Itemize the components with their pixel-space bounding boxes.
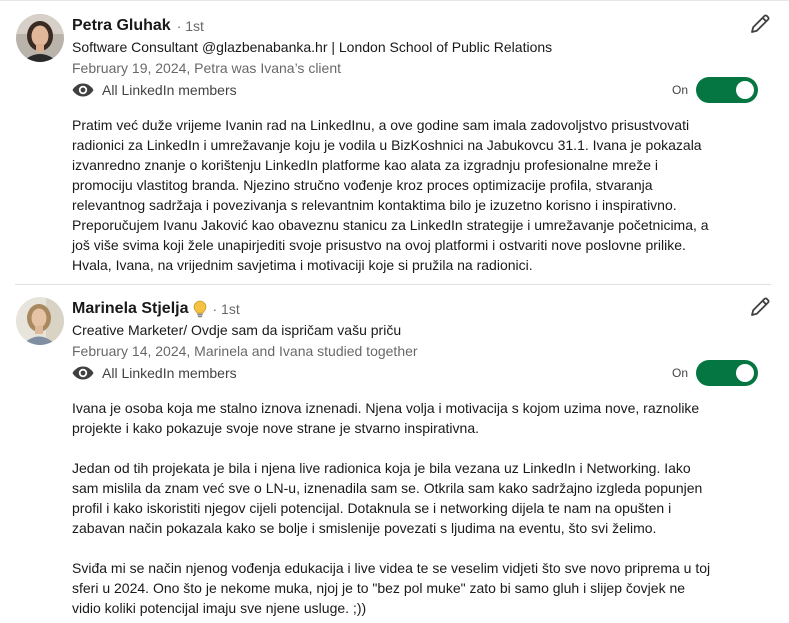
recommendation-paragraph: Ivana je osoba koja me stalno iznova iznenadi. Njena volja i motivacija s kojom uzima nove, raznolike projekte i kako pokazuje svoje nove strane je stvarno inspirativna.: [72, 400, 700, 436]
recommendation-text: [72, 398, 712, 618]
visibility-label: All LinkedIn members: [102, 365, 237, 381]
recommender-name[interactable]: Marinela Stjelja: [72, 300, 189, 317]
toggle-state-label: On: [672, 366, 689, 380]
toggle-state-label: On: [672, 83, 689, 97]
recommendation-card: [0, 0, 789, 284]
toggle-knob: [736, 364, 754, 382]
name-row: [72, 298, 240, 320]
recommendation-paragraph: Sviđa mi se način njenog vođenja edukacija i live videa te se veselim vidjeti što sve novo priprema u toj sferi u 2024. Ono što je nekome muka, njoj je to "bez pol muke" zato bi samo gluh i slijep čovjek ne vidio koliki potencijal imaju sve njene usluge. ;)): [72, 560, 711, 616]
display-toggle-group: [672, 77, 758, 103]
pencil-icon: [749, 13, 771, 40]
name-row: [72, 15, 204, 37]
display-toggle[interactable]: [696, 77, 758, 103]
edit-button[interactable]: [748, 14, 772, 38]
recommendation-paragraph: Jedan od tih projekata je bila i njena live radionica koja je bila vezana uz LinkedIn i Networking. Iako sam mislila da znam već sve o LN-u, iznenadila sam se. Otkrila sam kako sadržajno izgleda popunjen profil i kako iskoristiti njegov cijeli potencijal. Dotaknula se i networking dijela te nam na opušten i zabavan način pokazala kako se bolje i smislenije povezati s ljudima na eventu, što svi želimo.: [72, 460, 703, 536]
eye-icon: [72, 83, 94, 97]
recommendation-meta: February 14, 2024, Marinela and Ivana studied together: [72, 343, 418, 359]
avatar[interactable]: [16, 297, 64, 345]
visibility-setting[interactable]: [72, 79, 237, 101]
edit-button[interactable]: [748, 297, 772, 321]
display-toggle[interactable]: [696, 360, 758, 386]
avatar[interactable]: [16, 14, 64, 62]
connection-degree: · 1st: [212, 301, 240, 317]
connection-degree: · 1st: [176, 18, 204, 34]
recommendation-paragraph: Pratim već duže vrijeme Ivanin rad na LinkedInu, a ove godine sam imala zadovoljstvo prisustvovati radionici za LinkedIn i umrežavanje koju je vodila u BizKoshnici na Jabukovcu 31.1. Ivana je pokazala izvanredno znanje o korištenju LinkedIn platforme kao alata za izgradnju profesionalne mreže i promociju vlastitog branda. Njezino stručno vođenje kroz proces optimizacije profila, stvaranja relevantnog sadržaja i povezivanja s relevantnim kontaktima bilo je izuzetno korisno i inspirativno. Preporučujem Ivanu Jaković kao obaveznu stanicu za LinkedIn strategije i umrežavanje početnicima, a još više svima koji žele unapirjediti svoje prisustvo na ovoj platformi i ostvariti nove poslovne prilike. Hvala, Ivana, na vrijednim savjetima i motivaciji koje si pružila na radionici.: [72, 117, 709, 273]
display-toggle-group: [672, 360, 758, 386]
recommender-headline: Software Consultant @glazbenabanka.hr | London School of Public Relations: [72, 39, 553, 55]
recommender-name[interactable]: Petra Gluhak: [72, 17, 171, 34]
pencil-icon: [749, 296, 771, 323]
recommender-headline: Creative Marketer/ Ovdje sam da ispričam vašu priču: [72, 322, 402, 338]
visibility-setting[interactable]: [72, 362, 237, 384]
recommendation-text: [72, 115, 712, 275]
lightbulb-icon: [193, 300, 207, 318]
toggle-knob: [736, 81, 754, 99]
eye-icon: [72, 366, 94, 380]
visibility-label: All LinkedIn members: [102, 82, 237, 98]
recommendation-meta: February 19, 2024, Petra was Ivana’s client: [72, 60, 342, 76]
recommendation-card: [0, 285, 789, 623]
